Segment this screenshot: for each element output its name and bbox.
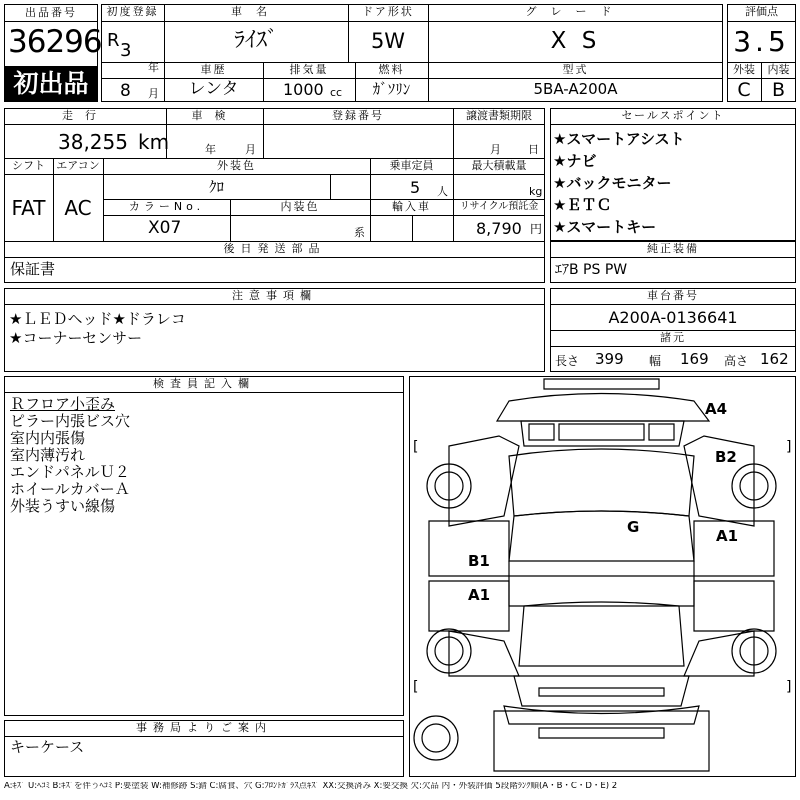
door-type: 5W <box>370 29 406 53</box>
inspection-month-unit: 月 <box>245 143 256 156</box>
inspection-label: 車検 <box>191 109 238 122</box>
office-note: キーケース <box>10 738 85 756</box>
transfer-month-unit: 月 <box>490 143 501 156</box>
note-line: ★ＬＥＤヘッド★ドラレコ <box>9 310 186 328</box>
first-listing-badge: 初出品 <box>5 66 97 101</box>
svg-text:]: ] <box>786 439 792 455</box>
lot-number-label: 出品番号 <box>25 6 77 19</box>
inspector-line: ホイールカバーＡ <box>10 480 130 498</box>
sales-point-item: ★スマートアシスト <box>553 130 685 148</box>
mileage-label: 走行 <box>62 109 108 122</box>
mileage-unit: km <box>138 130 170 154</box>
displacement-unit: cc <box>330 86 343 99</box>
damage-mark: A1 <box>468 586 491 604</box>
standard-equipment: ｴｱB PS PW <box>555 262 628 278</box>
registration-month: 8 <box>120 81 131 101</box>
sales-point-item: ★ナビ <box>553 152 597 170</box>
recycle-fee-unit: 円 <box>530 222 543 236</box>
height: 162 <box>760 350 789 368</box>
displacement: 1000 <box>283 80 324 99</box>
interior-color-label: 内装色 <box>280 200 320 213</box>
notes-list <box>9 311 186 347</box>
color-number: X07 <box>148 218 182 238</box>
legend: A:ｷｽﾞ U:ﾍｺﾐ B:ｷｽﾞを伴うﾍｺﾐ P:要塗装 W:補修跡 S:錆 C:腐食、穴 G:ﾌﾛﾝﾄｶﾞﾗｽ点ｷｽﾞ XX:交換済み X:要交換 欠:欠品 内・外装評価 5段階ﾗﾝｸ順(A・B・C・D・E) 2 <box>4 782 618 791</box>
month-unit: 月 <box>148 87 159 100</box>
exterior-color-label: 外装色 <box>217 159 256 172</box>
width-label: 幅 <box>649 354 662 368</box>
overall-score: 3.5 <box>733 25 790 58</box>
history-label: 車歴 <box>200 63 227 76</box>
car-damage-diagram <box>409 376 796 777</box>
interior-label: 内装 <box>767 63 790 76</box>
svg-text:]: ] <box>786 679 792 695</box>
later-parts: 保証書 <box>10 260 56 278</box>
inspector-line: 室内内張傷 <box>10 429 86 447</box>
damage-mark: G <box>627 518 640 536</box>
damage-mark: B1 <box>468 552 490 570</box>
later-parts-label: 後日発送部品 <box>223 242 326 255</box>
height-label: 高さ <box>724 354 749 368</box>
aircon-label: エアコン <box>56 159 100 172</box>
office-label: 事務局よりご案内 <box>136 721 272 734</box>
recycle-fee: 8,790 <box>476 219 522 238</box>
exterior-label: 外装 <box>733 63 755 76</box>
inspector-line: ピラー内張ビス穴 <box>10 412 131 430</box>
inspection-year-unit: 年 <box>205 143 216 156</box>
recycle-fee-label: リサイクル預託金 <box>459 201 539 212</box>
car-name-label: 車名 <box>231 5 281 18</box>
notes-label: 注意事項欄 <box>232 289 317 302</box>
svg-text:[: [ <box>413 439 419 455</box>
score-label: 評価点 <box>745 5 778 18</box>
sales-point-item: ★ＥＴＣ <box>553 196 612 214</box>
door-label: ドア形状 <box>362 5 414 18</box>
grade-label: グレード <box>525 5 626 18</box>
inspector-line: 室内薄汚れ <box>10 446 86 464</box>
sales-points-list <box>553 131 685 236</box>
model-label: 型式 <box>562 63 589 76</box>
note-line: ★コーナーセンサー <box>9 329 143 347</box>
damage-mark: A1 <box>716 527 739 545</box>
registration-year: 3 <box>120 40 132 61</box>
inspector-line: Ｒフロア小歪み <box>10 395 116 413</box>
inspector-notes <box>10 396 130 515</box>
interior-grade: B <box>771 79 786 101</box>
era-mark: R <box>107 30 120 51</box>
displacement-label: 排気量 <box>289 63 329 76</box>
color-number-label: カラーNo. <box>128 200 205 213</box>
transfer-day-unit: 日 <box>528 143 539 156</box>
capacity-unit: 人 <box>437 185 448 198</box>
sales-point-item: ★バックモニター <box>553 174 672 192</box>
shift-label: シフト <box>12 159 45 172</box>
inspector-line: エンドパネルＵ２ <box>10 463 130 481</box>
interior-color-unit: 系 <box>354 226 365 239</box>
import-label: 輸入車 <box>392 200 431 213</box>
aircon: AC <box>64 196 92 220</box>
fuel: ｶﾞｿﾘﾝ <box>372 80 411 98</box>
damage-mark: A4 <box>705 400 728 418</box>
registration-label: 初度登録 <box>106 5 159 18</box>
width: 169 <box>680 350 709 368</box>
car-history: レンタ <box>188 79 239 99</box>
damage-mark: B2 <box>715 448 737 466</box>
exterior-grade: C <box>737 79 751 101</box>
length-label: 長さ <box>555 354 580 368</box>
year-unit: 年 <box>148 61 159 74</box>
registration-number-label: 登録番号 <box>332 109 384 122</box>
car-name: ﾗｲｽﾞ <box>233 28 278 53</box>
sales-points-label: セールスポイント <box>621 109 725 122</box>
lot-number: 36296 <box>8 24 102 60</box>
svg-text:[: [ <box>413 679 419 695</box>
standard-equipment-label: 純正装備 <box>647 242 699 255</box>
chassis-number-label: 車台番号 <box>647 289 699 302</box>
model-code: 5BA-A200A <box>533 80 618 98</box>
chassis-number: A200A-0136641 <box>608 308 738 327</box>
length: 399 <box>595 350 624 368</box>
sales-point-item: ★スマートキー <box>553 218 657 236</box>
inspector-label: 検査員記入欄 <box>153 377 255 390</box>
capacity: 5 <box>410 178 421 197</box>
shift: FAT <box>11 196 46 220</box>
specs-label: 諸元 <box>660 331 686 344</box>
fuel-label: 燃料 <box>378 63 405 76</box>
inspector-line: 外装うすい線傷 <box>10 497 116 515</box>
transfer-deadline-label: 譲渡書類期限 <box>466 109 532 122</box>
max-load-unit: kg <box>529 185 543 198</box>
exterior-color: ｸﾛ <box>208 178 224 196</box>
capacity-label: 乗車定員 <box>389 159 434 172</box>
max-load-label: 最大積載量 <box>471 159 527 172</box>
grade: X S <box>550 28 601 54</box>
mileage: 38,255 <box>58 130 128 154</box>
